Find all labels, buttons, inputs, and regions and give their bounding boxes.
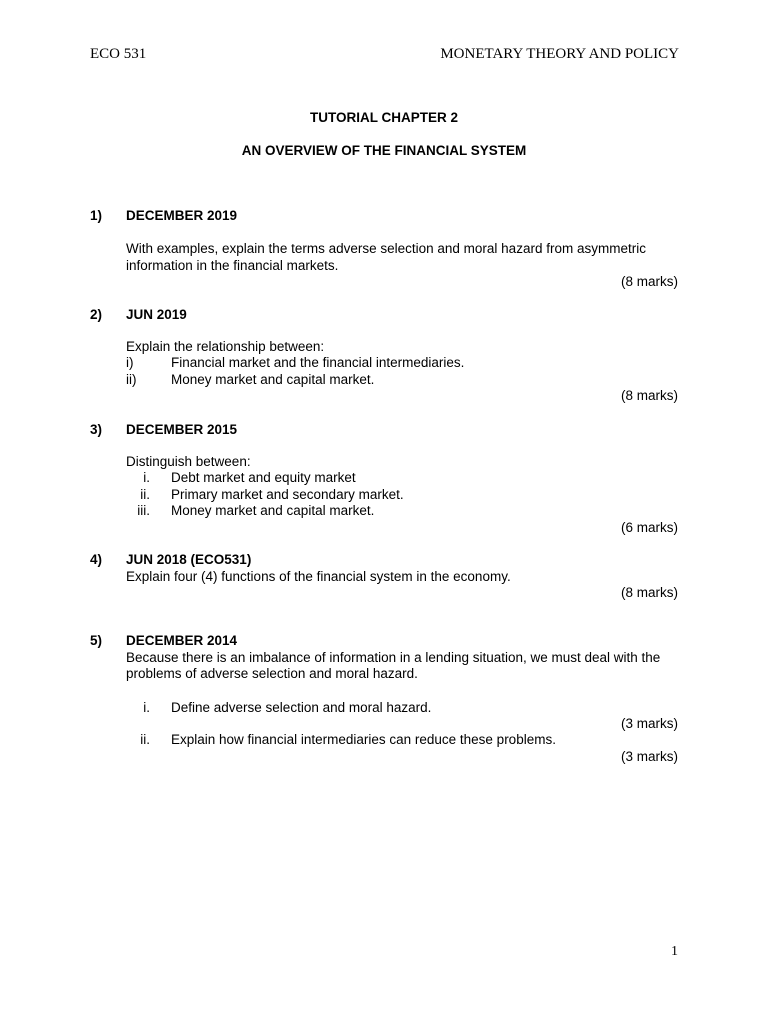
item-text: Financial market and the financial intermediaries.: [171, 355, 465, 370]
item-label: ii): [126, 372, 137, 387]
course-code: ECO 531: [90, 46, 147, 62]
question-text: With examples, explain the terms adverse selection and moral hazard from asymmetric: [126, 241, 646, 256]
item-label: ii.: [140, 487, 150, 502]
item-text: Money market and capital market.: [171, 372, 375, 387]
question-text: Explain four (4) functions of the financial system in the economy.: [126, 569, 511, 584]
question-intro: Explain the relationship between:: [126, 339, 325, 354]
item-text: Primary market and secondary market.: [171, 487, 404, 502]
question-heading: DECEMBER 2014: [126, 633, 238, 648]
item-marks: (3 marks): [621, 749, 678, 764]
question-marks: (8 marks): [621, 274, 678, 289]
item-label: iii.: [137, 503, 150, 518]
item-text: Explain how financial intermediaries can reduce these problems.: [171, 732, 556, 747]
question-text: Because there is an imbalance of information in a lending situation, we must deal with the: [126, 650, 661, 665]
question-number: 1): [90, 208, 103, 223]
question-heading: DECEMBER 2019: [126, 208, 238, 223]
page-subtitle: AN OVERVIEW OF THE FINANCIAL SYSTEM: [241, 143, 527, 158]
item-text: Money market and capital market.: [171, 503, 375, 518]
item-label: i.: [143, 700, 150, 715]
question-marks: (8 marks): [621, 585, 678, 600]
question-number: 2): [90, 307, 103, 322]
page-number: 1: [671, 944, 678, 959]
item-label: ii.: [140, 732, 150, 747]
question-marks: (6 marks): [621, 520, 678, 535]
item-text: Define adverse selection and moral hazard.: [171, 700, 432, 715]
question-text: information in the financial markets.: [126, 258, 339, 273]
question-heading: JUN 2018 (ECO531): [126, 552, 252, 567]
course-title: MONETARY THEORY AND POLICY: [440, 46, 679, 62]
question-number: 5): [90, 633, 103, 648]
item-text: Debt market and equity market: [171, 470, 356, 485]
question-marks: (8 marks): [621, 388, 678, 403]
question-heading: JUN 2019: [126, 307, 187, 322]
question-text: problems of adverse selection and moral hazard.: [126, 666, 418, 681]
page-title: TUTORIAL CHAPTER 2: [309, 110, 458, 125]
question-intro: Distinguish between:: [126, 454, 251, 469]
item-marks: (3 marks): [621, 716, 678, 731]
item-label: i): [126, 355, 134, 370]
question-number: 4): [90, 552, 103, 567]
question-heading: DECEMBER 2015: [126, 422, 238, 437]
question-number: 3): [90, 422, 103, 437]
item-label: i.: [143, 470, 150, 485]
